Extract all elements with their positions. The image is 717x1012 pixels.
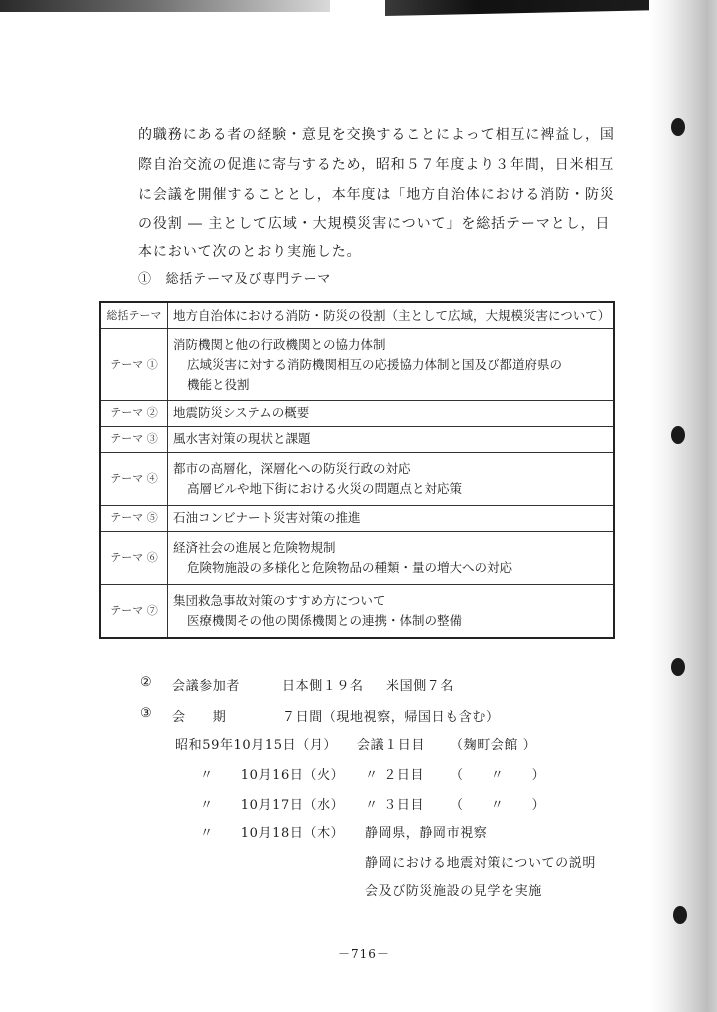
schedule-extra-line: 会及び防災施設の見学を実施 [365,884,542,899]
period-value: ７日間（現地視察，帰国日も含む） [282,710,500,725]
intro-line: 際自治交流の促進に寄与するため，昭和５７年度より３年間，日米相互 [138,157,615,173]
theme-label: テーマ ① [100,329,168,401]
theme-title: 経済社会の進展と危険物規制 [173,539,336,555]
theme-label: テーマ ② [100,401,168,427]
schedule-note: （ 〃 ） [450,768,546,783]
binder-hole [671,118,685,136]
intro-line: 本において次のとおり実施した。 [138,244,362,260]
binder-hole [671,426,685,444]
theme-subtitle: 高層ビルや地下街における火災の問題点と対応策 [187,480,463,496]
schedule-date: 昭和59年10月15日（月） [175,738,338,753]
theme-cell [168,452,615,505]
schedule-day: 静岡県，静岡市視察 [365,826,488,841]
table-row-theme [100,452,614,505]
theme-title: 地震防災システムの概要 [168,401,615,427]
schedule-date: 〃 10月18日（木） [200,826,345,841]
page-number: －716－ [338,947,390,961]
theme-subtitle: 機能と役割 [187,376,250,392]
theme-title: 風水害対策の現状と課題 [168,426,615,452]
overall-theme-label: 総括テーマ [100,302,168,329]
period-label: 会 期 [172,710,227,725]
table-row-theme [100,426,614,452]
table-row-theme [100,329,614,401]
theme-title: 消防機関と他の行政機関との協力体制 [173,336,386,352]
table-row-theme [100,505,614,531]
theme-cell [168,531,615,584]
participants-us: 米国側７名 [386,679,455,694]
theme-table [99,301,615,639]
page-binding-edge [649,0,717,1012]
scan-shadow-top-right [385,0,685,16]
section-heading-themes: ① 総括テーマ及び専門テーマ [138,272,332,287]
schedule-date: 〃 10月16日（火） [200,768,345,783]
schedule-day: 会議１日目 [357,738,426,753]
table-row-overall [100,302,614,329]
theme-label: テーマ ⑦ [100,585,168,638]
theme-subtitle: 広域災害に対する消防機関相互の応援協力体制と国及び都道府県の [187,356,563,372]
table-row-theme [100,585,614,638]
theme-cell [168,585,615,638]
theme-title: 集団救急事故対策のすすめ方について [173,593,386,609]
intro-line: の役割 ― 主として広域・大規模災害について」を総括テーマとし，日 [138,216,611,232]
theme-cell [168,329,615,401]
theme-title: 石油コンビナート災害対策の推進 [168,505,615,531]
theme-label: テーマ ⑥ [100,531,168,584]
intro-line: 的職務にある者の経験・意見を交換することによって相互に裨益し，国 [138,127,615,143]
participants-marker: ② [140,675,153,690]
theme-subtitle: 医療機関その他の関係機関との連携・体制の整備 [187,613,463,629]
binder-hole [673,906,687,924]
theme-title: 都市の高層化，深層化への防災行政の対応 [173,460,411,476]
participants-label: 会議参加者 [172,679,241,694]
binder-hole [671,658,685,676]
theme-subtitle: 危険物施設の多様化と危険物品の種類・量の増大への対応 [187,559,513,575]
table-row-theme [100,531,614,584]
schedule-day: 〃 ２日目 [365,768,425,783]
participants-japan: 日本側１９名 [282,679,364,694]
scan-shadow-top-left [0,0,330,12]
schedule-note: （ 〃 ） [450,798,546,813]
theme-label: テーマ ③ [100,426,168,452]
schedule-day: 〃 ３日目 [365,798,425,813]
table-row-theme [100,401,614,427]
schedule-extra-line: 静岡における地震対策についての説明 [365,856,596,871]
schedule-date: 〃 10月17日（水） [200,798,345,813]
theme-label: テーマ ⑤ [100,505,168,531]
intro-line: に会議を開催することとし，本年度は「地方自治体における消防・防災 [138,187,615,203]
overall-theme-text: 地方自治体における消防・防災の役割（主として広域，大規模災害について） [168,302,615,329]
period-marker: ③ [140,706,153,721]
theme-label: テーマ ④ [100,452,168,505]
schedule-note: （麹町会館 ） [450,738,537,753]
